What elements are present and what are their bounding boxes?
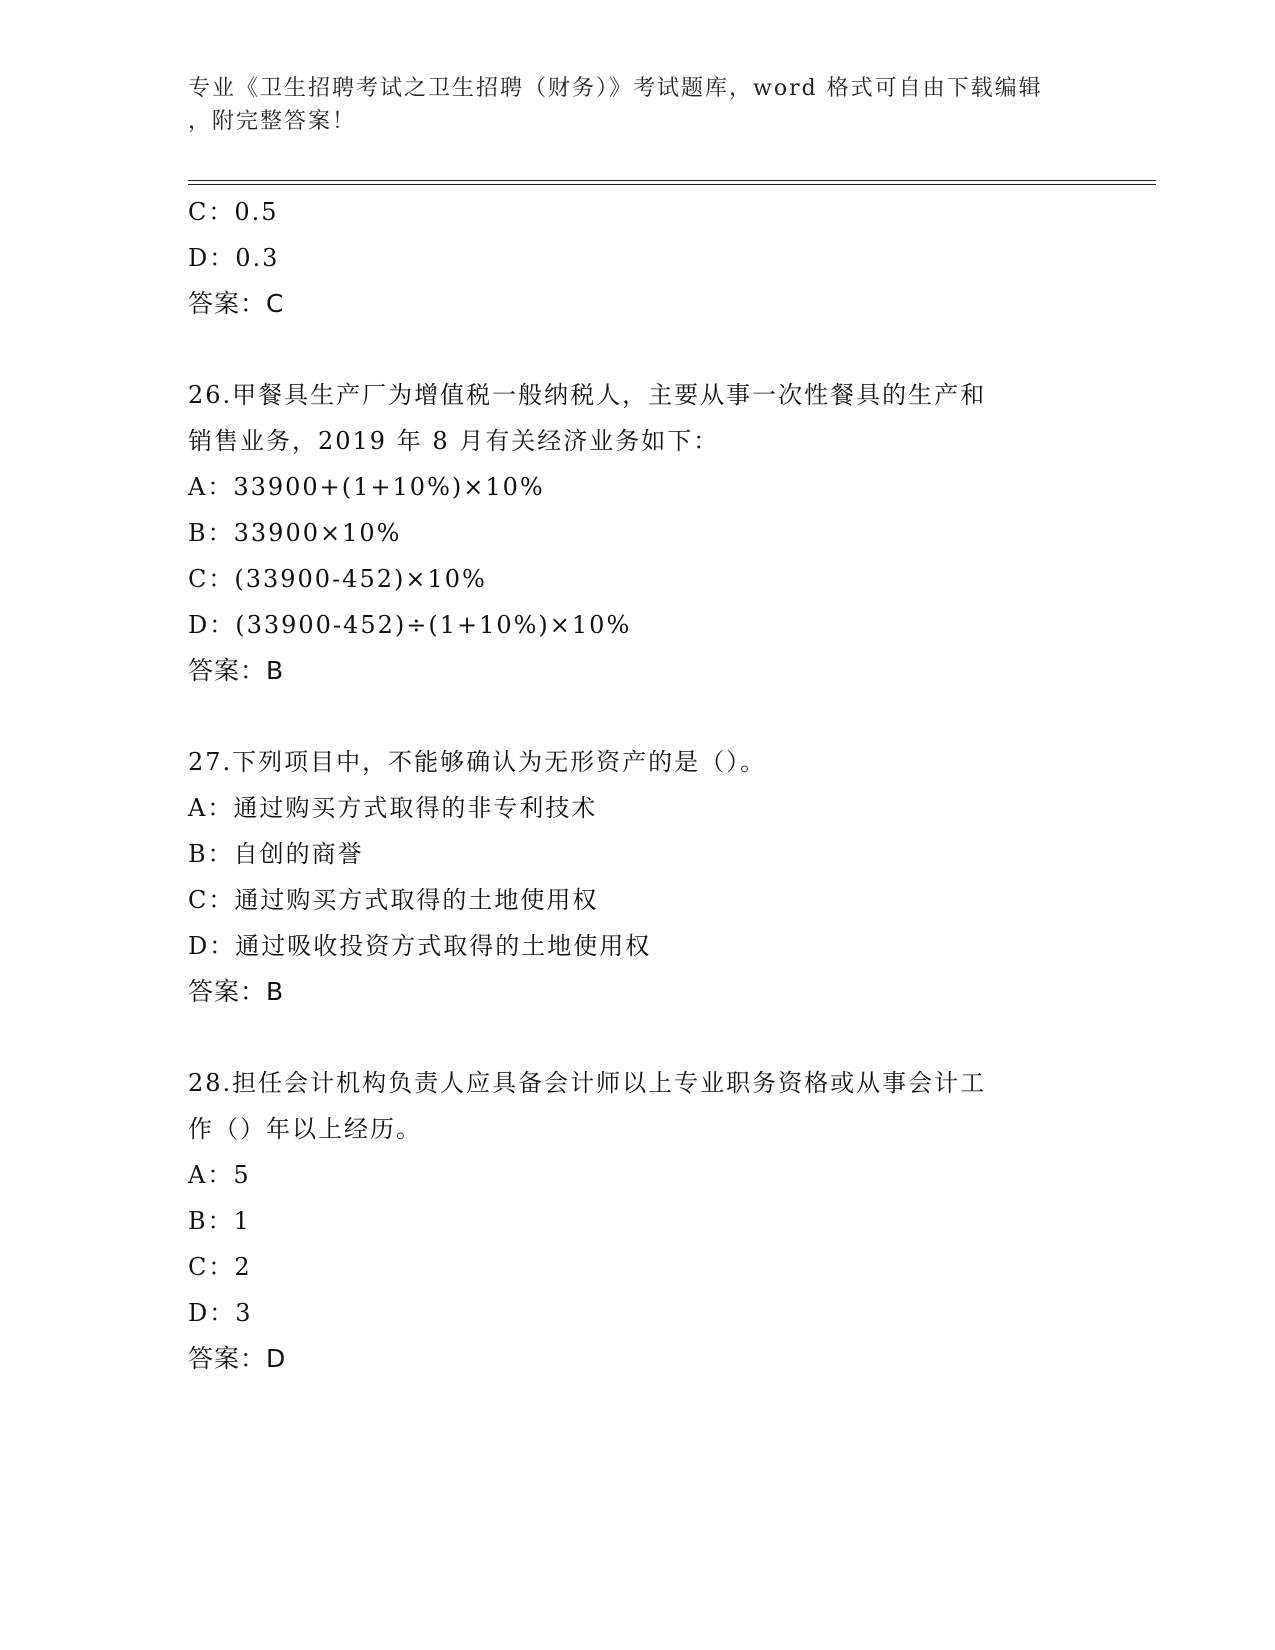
spacer (188, 694, 1088, 739)
question-stem-line-1: 28.担任会计机构负责人应具备会计师以上专业职务资格或从事会计工 (188, 1069, 987, 1097)
header-rule-bottom (188, 184, 1156, 185)
spacer (188, 1015, 1088, 1060)
question-stem-line-1: 26.甲餐具生产厂为增值税一般纳税人，主要从事一次性餐具的生产和 (188, 381, 987, 409)
page-header (188, 72, 1088, 138)
option-b: B：1 (188, 1207, 251, 1235)
option-d: D：(33900-452)÷(1+10%)×10% (188, 611, 632, 639)
question-26 (188, 372, 1088, 694)
question-28 (188, 1060, 1088, 1382)
option-a: A：通过购买方式取得的非专利技术 (188, 794, 598, 822)
answer-line: 答案：C (188, 289, 285, 318)
option-c: C：2 (188, 1253, 252, 1281)
question-content (188, 189, 1088, 1382)
option-a: A：33900+(1+10%)×10% (188, 473, 545, 501)
header-line-2: ，附完整答案！ (188, 109, 357, 134)
header-line-1: 专业《卫生招聘考试之卫生招聘（财务）》考试题库，word 格式可自由下载编辑 (188, 76, 1043, 101)
option-d: D：3 (188, 1299, 253, 1327)
header-rule-top (188, 180, 1156, 181)
answer-line: 答案：B (188, 656, 285, 685)
option-c: C：通过购买方式取得的土地使用权 (188, 886, 599, 914)
answer-line: 答案：B (188, 977, 285, 1006)
answer-line: 答案：D (188, 1344, 287, 1373)
question-27 (188, 739, 1088, 1015)
question-stem-line-2: 销售业务，2019 年 8 月有关经济业务如下： (188, 427, 720, 455)
option-c: C：0.5 (188, 198, 279, 226)
option-d: D：0.3 (188, 244, 280, 272)
question-25-continued (188, 189, 1088, 327)
option-b: B：33900×10% (188, 519, 402, 547)
option-b: B：自创的商誉 (188, 840, 364, 868)
question-stem-line-2: 作（）年以上经历。 (188, 1115, 422, 1143)
option-a: A：5 (188, 1161, 251, 1189)
spacer (188, 327, 1088, 372)
option-c: C：(33900-452)×10% (188, 565, 487, 593)
option-d: D：通过吸收投资方式取得的土地使用权 (188, 932, 652, 960)
question-stem-line-1: 27.下列项目中，不能够确认为无形资产的是（）。 (188, 748, 767, 776)
